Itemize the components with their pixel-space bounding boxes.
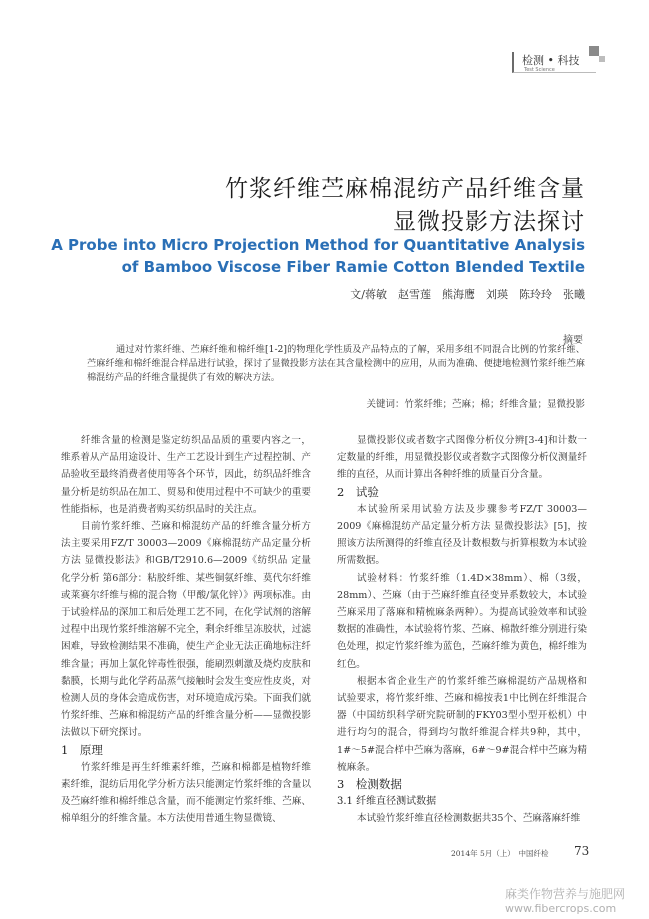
- header-square-dark: [589, 46, 599, 56]
- paragraph: 纤维含量的检测是鉴定纺织品品质的重要内容之一，维系着从产品用途设计、生产工艺设计到生产过程控制、产品验收至最终消费者使用等各个环节，因此，纺织品纤维含量分析是纺织品在加工、贸易和使用过程中不可缺少的重要性能指标，也是消费者购买纺织品时的关注点。: [61, 435, 311, 515]
- right-column: [337, 432, 587, 828]
- paragraph: 本试验竹浆纤维直径检测数据共35个、苎麻落麻纤维: [357, 813, 581, 825]
- watermark-en: www.fibercrops.com: [505, 902, 617, 915]
- paragraph: 显微投影仪或者数字式图像分析仪分辨[3-4]和计数一定数量的纤维，用显微投影仪或者数字式图像分析仪测量纤维的直径，从而计算出各种纤维的质量百分含量。: [337, 435, 587, 481]
- section-heading-1: 1 原理: [61, 742, 103, 757]
- left-column: [61, 432, 311, 828]
- section-heading-3: 3 检测数据: [337, 777, 402, 792]
- section-heading-2: 2 试验: [337, 484, 379, 499]
- title-en-line2: of Bamboo Viscose Fiber Ramie Cotton Blended Textile: [121, 258, 585, 276]
- title-cn-line1: 竹浆纤维苎麻棉混纺产品纤维含量: [225, 176, 585, 202]
- abstract-text: 通过对竹浆纤维、苎麻纤维和棉纤维[1-2]的物理化学性质及产品特点的了解，采用多组不同混合比例的竹浆纤维、苎麻纤维和棉纤维混合样品进行试验，探讨了显微投影方法在其含量检测中的应用，从而为准确、便捷地检测竹浆纤维苎麻棉混纺产品的纤维含量提供了有效的解决方法。: [87, 344, 585, 383]
- paragraph: 目前竹浆纤维、苎麻和棉混纺产品的纤维含量分析方法主要采用FZ/T 30003—2009《麻棉混纺产品定量分析方法 显微投影法》和GB/T2910.6—2009《纺织品 定量化学分析 第6部分：粘胶纤维、某些铜氨纤维、莫代尔纤维或莱赛尔纤维与棉的混合物（甲酸/氯化锌）》两项标准。由于试验样品的深加工和后处理工艺不同，在化学试剂的溶解过程中出现竹浆纤维溶解不完全，剩余纤维呈冻胶状，过滤困难，导致检测结果不准确，使生产企业无法正确地标注纤维含量；再加上氯化锌毒性很强，能刷烈刺激及烧灼皮肤和黏膜，长期与此化学药品蒸气接触时会发生变应性皮炎，对检测人员的身体会造成伤害，对环境造成污染。下面我们就竹浆纤维、苎麻和棉混纺产品的纤维含量分析——显微投影法做以下研究探讨。: [61, 521, 311, 739]
- title-en-line1: A Probe into Micro Projection Method for Quantitative Analysis: [51, 236, 585, 254]
- section-label: 检测 • 科技: [522, 54, 580, 67]
- footer-issue: 2014年 5月（上） 中国纤检: [451, 849, 549, 858]
- paragraph: 本试验所采用试验方法及步骤参考FZ/T 30003—2009《麻棉混纺产品定量分析方法 显微投影法》[5]，按照该方法所测得的纤维直径及计数根数与折算根数为本试验所需数据。: [337, 503, 587, 567]
- header-square-light: [599, 56, 605, 62]
- abstract-heading: 摘要: [563, 335, 583, 346]
- section-sublabel: Test Science: [524, 67, 555, 73]
- paragraph: 根据本省企业生产的竹浆纤维苎麻棉混纺产品规格和试验要求，将竹浆纤维、苎麻和棉按表1中比例在纤维混合器（中国纺织科学研究院研制的FKY03型小型开松机）中进行均匀的混合，得到均匀散纤维混合样共9种，其中，1#～5#混合样中苎麻为落麻，6#～9#混合样中苎麻为精梳麻条。: [337, 675, 587, 773]
- title-cn-line2: 显微投影方法探讨: [393, 209, 585, 235]
- paragraph: 试验材料：竹浆纤维（1.4D×38mm）、棉（3级，28mm）、苎麻（由于苎麻纤维直径变异系数较大，本试验苎麻采用了落麻和精梳麻条两种）。为提高试验效率和试验数据的准确性，本试验将竹浆、苎麻、棉散纤维分别进行染色处理，拟定竹浆纤维为蓝色，苎麻纤维为黄色，棉纤维为红色。: [337, 572, 587, 670]
- subsection-heading-3-1: 3.1 纤维直径测试数据: [337, 796, 437, 808]
- page-number: 73: [574, 844, 590, 858]
- keywords: 关键词：竹浆纤维；苎麻；棉；纤维含量；显微投影: [366, 399, 585, 410]
- paragraph: 竹浆纤维是再生纤维素纤维，苎麻和棉都是植物纤维素纤维，混纺后用化学分析方法只能测定竹浆纤维的含量以及苎麻纤维和棉纤维总含量，而不能测定竹浆纤维、苎麻、棉单组分的纤维含量。本方法使用普通生物显微镜、: [61, 761, 311, 825]
- watermark-cn: 麻类作物营养与施肥网: [505, 887, 626, 901]
- authors: 文/蒋敏 赵雪莲 熊海鹰 刘瑛 陈玲玲 张曦: [350, 288, 585, 301]
